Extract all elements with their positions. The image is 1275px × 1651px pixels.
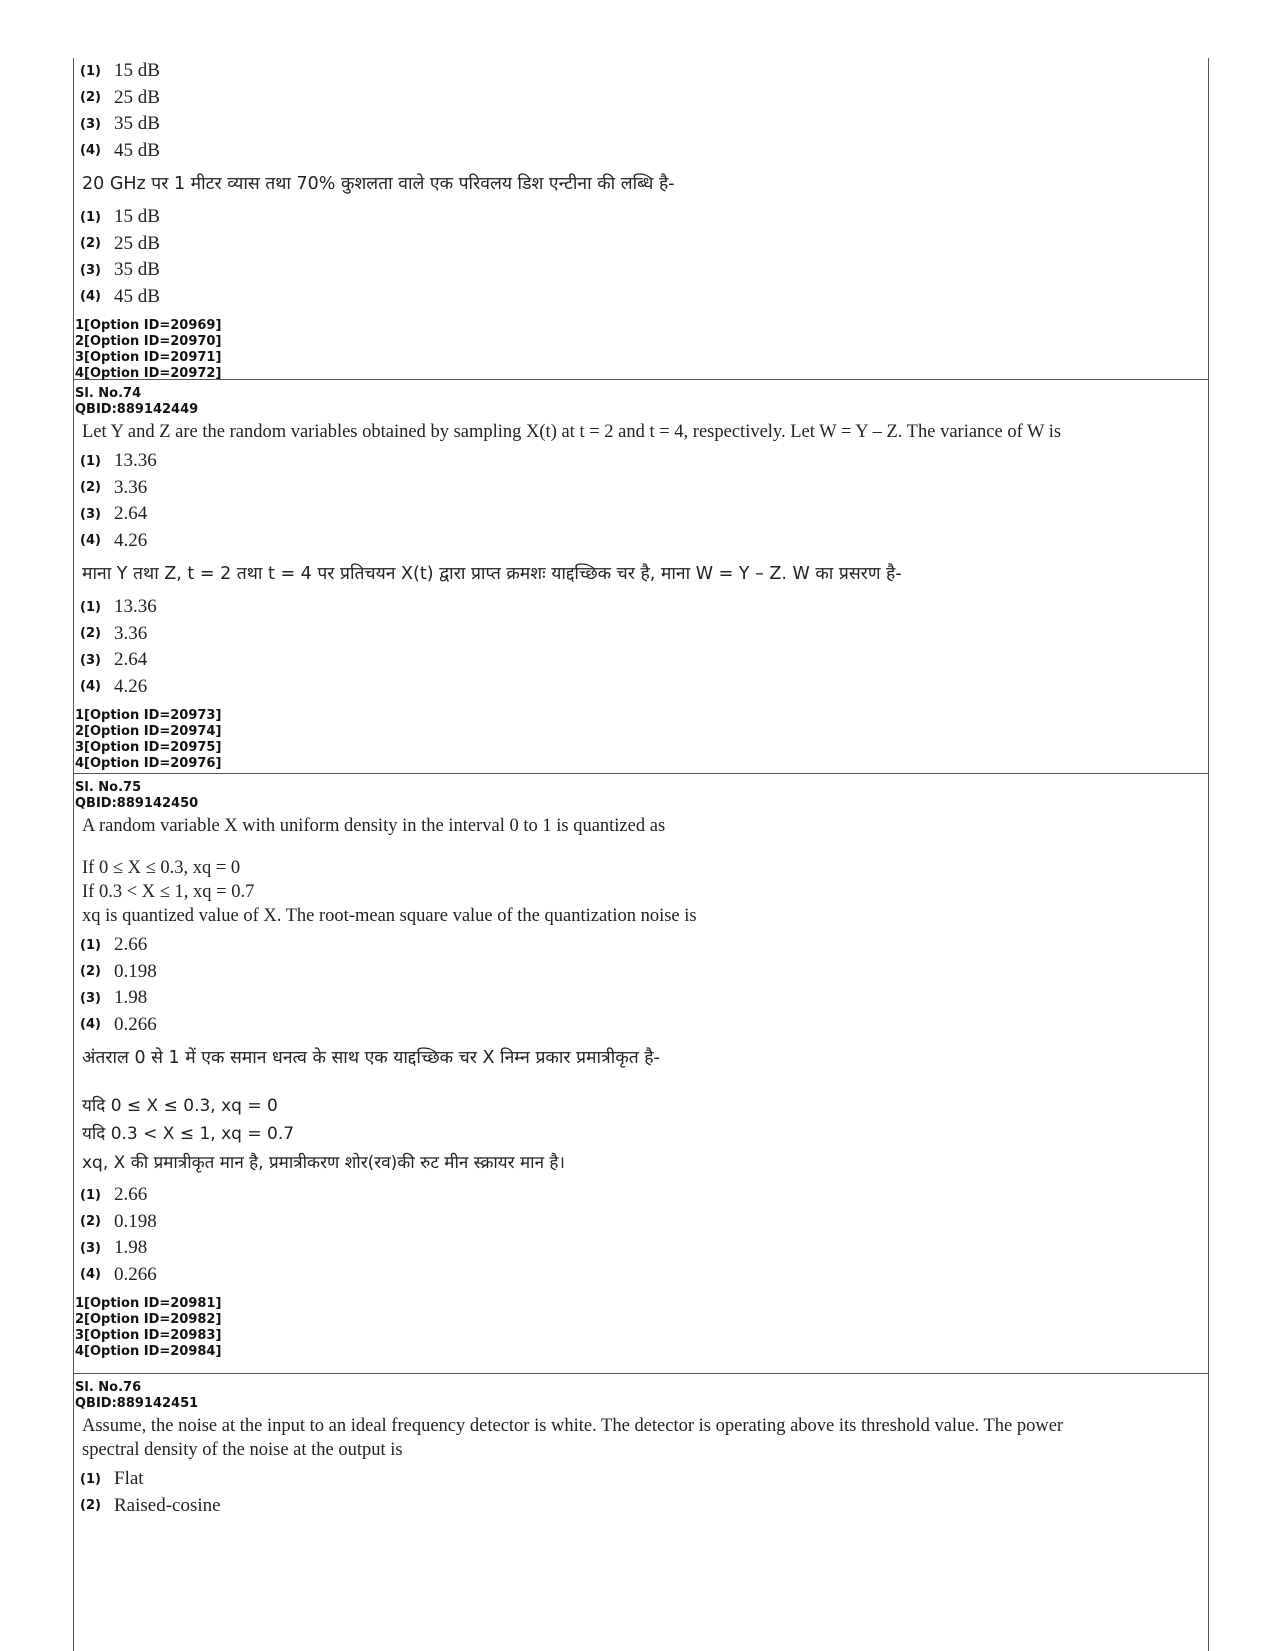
option-row xyxy=(74,647,1208,674)
option-row xyxy=(74,621,1208,648)
option-number: (4) xyxy=(80,143,101,159)
option-value: 4.26 xyxy=(114,529,148,551)
option-value: 35 dB xyxy=(114,113,160,135)
option-id: 1[Option ID=20969] xyxy=(75,318,222,333)
option-number: (3) xyxy=(80,652,101,668)
option-row xyxy=(74,231,1208,258)
option-number: (1) xyxy=(80,937,101,953)
options-hindi xyxy=(74,204,1208,310)
option-row xyxy=(74,1182,1208,1209)
option-id: 3[Option ID=20975] xyxy=(75,740,222,755)
option-number: (2) xyxy=(80,1498,101,1514)
option-number: (4) xyxy=(80,533,101,549)
qbid: QBID:889142451 xyxy=(75,1396,199,1411)
option-number: (4) xyxy=(80,1267,101,1283)
options-hindi xyxy=(74,1182,1208,1288)
question-text-english: A random variable X with uniform density in the interval 0 to 1 is quantized as xyxy=(82,816,666,836)
option-row xyxy=(74,501,1208,528)
options-english xyxy=(74,448,1208,554)
option-value: 15 dB xyxy=(114,206,160,228)
option-row xyxy=(74,257,1208,284)
option-id: 2[Option ID=20974] xyxy=(75,724,222,739)
option-number: (4) xyxy=(80,1017,101,1033)
option-row xyxy=(74,1493,1208,1520)
option-value: 0.198 xyxy=(114,960,157,982)
option-number: (1) xyxy=(80,209,101,225)
option-number: (1) xyxy=(80,1471,101,1487)
option-row xyxy=(74,204,1208,231)
question-block-73 xyxy=(74,58,1208,380)
option-id: 4[Option ID=20972] xyxy=(75,366,222,381)
option-value: 25 dB xyxy=(114,232,160,254)
option-number: (3) xyxy=(80,506,101,522)
option-value: 3.36 xyxy=(114,622,148,644)
option-id: 2[Option ID=20970] xyxy=(75,334,222,349)
option-id: 1[Option ID=20973] xyxy=(75,708,222,723)
option-number: (2) xyxy=(80,1214,101,1230)
option-number: (1) xyxy=(80,63,101,79)
question-tail-english: xq is quantized value of X. The root-mean square value of the quantization noise is xyxy=(82,906,697,926)
option-number: (1) xyxy=(80,1187,101,1203)
option-value: 35 dB xyxy=(114,259,160,281)
option-row xyxy=(74,985,1208,1012)
option-row xyxy=(74,959,1208,986)
option-row xyxy=(74,138,1208,165)
condition-line: If 0.3 < X ≤ 1, xq = 0.7 xyxy=(82,882,255,902)
option-row xyxy=(74,475,1208,502)
options-english xyxy=(74,932,1208,1038)
option-number: (2) xyxy=(80,90,101,106)
option-id: 2[Option ID=20982] xyxy=(75,1312,222,1327)
option-value: 0.266 xyxy=(114,1013,157,1035)
option-row xyxy=(74,111,1208,138)
question-block-76 xyxy=(74,1374,1208,1634)
option-id-list xyxy=(74,1296,1208,1360)
option-value: 2.64 xyxy=(114,503,148,525)
question-text-english-line2: spectral density of the noise at the output is xyxy=(82,1440,403,1460)
option-number: (2) xyxy=(80,626,101,642)
condition-line: यदि 0 ≤ X ≤ 0.3, xq = 0 xyxy=(82,1096,278,1116)
option-row xyxy=(74,1012,1208,1039)
option-id: 1[Option ID=20981] xyxy=(75,1296,222,1311)
option-row xyxy=(74,932,1208,959)
option-row xyxy=(74,528,1208,555)
question-paper-sheet xyxy=(73,58,1209,1651)
condition-line: यदि 0.3 < X ≤ 1, xq = 0.7 xyxy=(82,1124,295,1144)
option-value: 0.198 xyxy=(114,1210,157,1232)
option-row xyxy=(74,594,1208,621)
option-value: 0.266 xyxy=(114,1263,157,1285)
option-value: 15 dB xyxy=(114,60,160,82)
option-value: 4.26 xyxy=(114,675,148,697)
option-value: 45 dB xyxy=(114,285,160,307)
question-block-75 xyxy=(74,774,1208,1374)
option-id: 3[Option ID=20971] xyxy=(75,350,222,365)
option-row xyxy=(74,1235,1208,1262)
serial-number: Sl. No.75 xyxy=(75,780,142,795)
option-number: (3) xyxy=(80,116,101,132)
option-id-list xyxy=(74,318,1208,382)
option-number: (2) xyxy=(80,480,101,496)
serial-number: Sl. No.76 xyxy=(75,1380,142,1395)
option-value: 2.66 xyxy=(114,1184,148,1206)
options-english xyxy=(74,1466,1208,1519)
option-id-list xyxy=(74,708,1208,772)
option-number: (3) xyxy=(80,990,101,1006)
option-id: 3[Option ID=20983] xyxy=(75,1328,222,1343)
option-number: (1) xyxy=(80,599,101,615)
options-hindi xyxy=(74,594,1208,700)
option-value: 1.98 xyxy=(114,987,148,1009)
option-value: 2.64 xyxy=(114,649,148,671)
question-text-hindi: 20 GHz पर 1 मीटर व्यास तथा 70% कुशलता वाले एक परिवलय डिश एन्टीना की लब्धि है- xyxy=(82,174,675,194)
option-number: (3) xyxy=(80,262,101,278)
condition-line: If 0 ≤ X ≤ 0.3, xq = 0 xyxy=(82,858,241,878)
option-number: (4) xyxy=(80,679,101,695)
question-text-hindi: अंतराल 0 से 1 में एक समान धनत्व के साथ एक याद्दच्छिक चर X निम्न प्रकार प्रमात्रीकृत है- xyxy=(82,1048,660,1068)
question-block-74 xyxy=(74,380,1208,774)
option-row xyxy=(74,284,1208,311)
option-value: 13.36 xyxy=(114,450,157,472)
option-number: (2) xyxy=(80,964,101,980)
option-number: (3) xyxy=(80,1240,101,1256)
option-row xyxy=(74,58,1208,85)
option-row xyxy=(74,1466,1208,1493)
option-value: 2.66 xyxy=(114,934,148,956)
option-value: 25 dB xyxy=(114,86,160,108)
options-english xyxy=(74,58,1208,164)
option-number: (1) xyxy=(80,453,101,469)
option-row xyxy=(74,448,1208,475)
question-tail-hindi: xq, X की प्रमात्रीकृत मान है, प्रमात्रीकरण शोर(रव)की रुट मीन स्क्रायर मान है। xyxy=(82,1153,565,1173)
serial-number: Sl. No.74 xyxy=(75,386,142,401)
option-value: Raised-cosine xyxy=(114,1494,221,1516)
option-value: 45 dB xyxy=(114,139,160,161)
option-number: (4) xyxy=(80,289,101,305)
option-row xyxy=(74,1262,1208,1289)
option-row xyxy=(74,1209,1208,1236)
qbid: QBID:889142449 xyxy=(75,402,199,417)
qbid: QBID:889142450 xyxy=(75,796,199,811)
option-value: 3.36 xyxy=(114,476,148,498)
question-text-hindi: माना Y तथा Z, t = 2 तथा t = 4 पर प्रतिचयन X(t) द्वारा प्राप्त क्रमशः याद्दच्छिक चर है, माना W = Y – Z. W का प्रसरण है- xyxy=(82,564,902,584)
option-id: 4[Option ID=20984] xyxy=(75,1344,222,1359)
option-id: 4[Option ID=20976] xyxy=(75,756,222,771)
question-text-english: Let Y and Z are the random variables obtained by sampling X(t) at t = 2 and t = 4, respectively. Let W = Y – Z. The variance of W is xyxy=(82,422,1062,442)
question-text-english-line1: Assume, the noise at the input to an ideal frequency detector is white. The detector is operating above its threshold value. The power xyxy=(82,1416,1064,1436)
option-value: 1.98 xyxy=(114,1237,148,1259)
option-value: 13.36 xyxy=(114,596,157,618)
option-number: (2) xyxy=(80,236,101,252)
option-row xyxy=(74,85,1208,112)
option-value: Flat xyxy=(114,1468,144,1490)
option-row xyxy=(74,674,1208,701)
